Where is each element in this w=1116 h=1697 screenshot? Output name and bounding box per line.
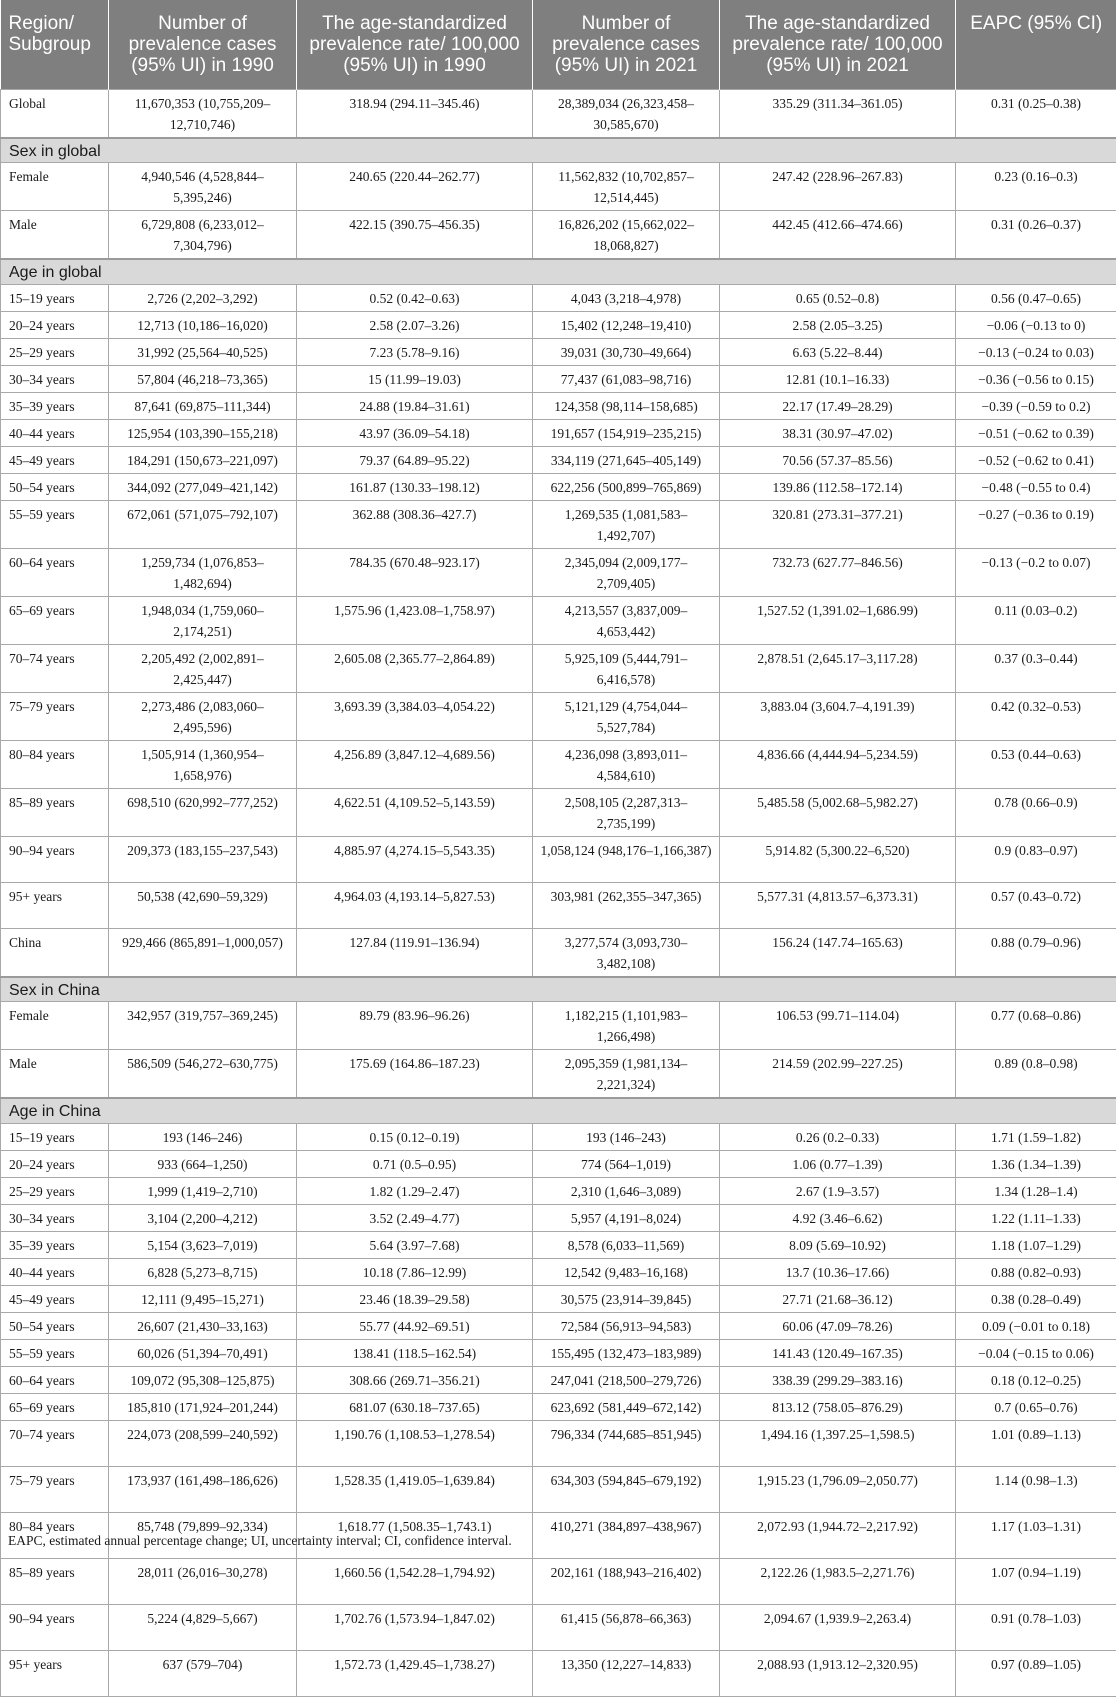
cell-eapc: −0.51 (−0.62 to 0.39): [956, 419, 1116, 446]
cell-asr-1990: 4,885.97 (4,274.15–5,543.35): [297, 836, 533, 882]
cell-asr-2021: 335.29 (311.34–361.05): [720, 89, 956, 138]
cell-asr-1990: 3,693.39 (3,384.03–4,054.22): [297, 692, 533, 740]
header-cases-1990: Number of prevalence cases (95% UI) in 1990: [109, 0, 297, 89]
cell-asr-1990: 5.64 (3.97–7.68): [297, 1231, 533, 1258]
cell-cases-1990: 109,072 (95,308–125,875): [109, 1366, 297, 1393]
cell-cases-1990: 6,828 (5,273–8,715): [109, 1258, 297, 1285]
cell-cases-1990: 184,291 (150,673–221,097): [109, 446, 297, 473]
cell-eapc: 0.38 (0.28–0.49): [956, 1285, 1116, 1312]
cell-row-label: Male: [1, 1050, 109, 1099]
cell-cases-2021: 334,119 (271,645–405,149): [533, 446, 720, 473]
cell-cases-2021: 5,925,109 (5,444,791–6,416,578): [533, 644, 720, 692]
table-row: [1, 1258, 1116, 1285]
section-label: Sex in China: [1, 977, 1116, 1002]
table-row: [1, 1650, 1116, 1696]
cell-cases-2021: 1,182,215 (1,101,983–1,266,498): [533, 1002, 720, 1050]
cell-asr-1990: 2,605.08 (2,365.77–2,864.89): [297, 644, 533, 692]
cell-cases-1990: 28,011 (26,016–30,278): [109, 1558, 297, 1604]
cell-eapc: −0.27 (−0.36 to 0.19): [956, 500, 1116, 548]
header-cases-2021: Number of prevalence cases (95% UI) in 2021: [533, 0, 720, 89]
cell-cases-2021: 796,334 (744,685–851,945): [533, 1420, 720, 1466]
cell-asr-2021: 12.81 (10.1–16.33): [720, 365, 956, 392]
cell-asr-1990: 127.84 (119.91–136.94): [297, 928, 533, 977]
cell-asr-2021: 139.86 (112.58–172.14): [720, 473, 956, 500]
cell-cases-1990: 11,670,353 (10,755,209–12,710,746): [109, 89, 297, 138]
header-row: [1, 0, 1116, 89]
cell-cases-1990: 1,259,734 (1,076,853–1,482,694): [109, 548, 297, 596]
cell-asr-1990: 175.69 (164.86–187.23): [297, 1050, 533, 1099]
cell-row-label: Female: [1, 163, 109, 211]
cell-asr-1990: 4,622.51 (4,109.52–5,143.59): [297, 788, 533, 836]
cell-asr-2021: 320.81 (273.31–377.21): [720, 500, 956, 548]
cell-eapc: 0.91 (0.78–1.03): [956, 1604, 1116, 1650]
cell-row-label: 25–29 years: [1, 338, 109, 365]
table-row: [1, 1285, 1116, 1312]
cell-eapc: −0.52 (−0.62 to 0.41): [956, 446, 1116, 473]
cell-asr-2021: 38.31 (30.97–47.02): [720, 419, 956, 446]
cell-eapc: −0.13 (−0.2 to 0.07): [956, 548, 1116, 596]
cell-eapc: 0.9 (0.83–0.97): [956, 836, 1116, 882]
cell-eapc: 1.36 (1.34–1.39): [956, 1150, 1116, 1177]
cell-asr-1990: 55.77 (44.92–69.51): [297, 1312, 533, 1339]
cell-row-label: 30–34 years: [1, 365, 109, 392]
cell-cases-1990: 586,509 (546,272–630,775): [109, 1050, 297, 1099]
cell-asr-1990: 161.87 (130.33–198.12): [297, 473, 533, 500]
cell-cases-2021: 1,269,535 (1,081,583–1,492,707): [533, 500, 720, 548]
cell-cases-1990: 637 (579–704): [109, 1650, 297, 1696]
cell-asr-1990: 422.15 (390.75–456.35): [297, 211, 533, 260]
cell-asr-2021: 2,094.67 (1,939.9–2,263.4): [720, 1604, 956, 1650]
cell-row-label: 40–44 years: [1, 1258, 109, 1285]
cell-asr-1990: 1,660.56 (1,542.28–1,794.92): [297, 1558, 533, 1604]
cell-row-label: 75–79 years: [1, 1466, 109, 1512]
cell-row-label: 70–74 years: [1, 1420, 109, 1466]
cell-cases-1990: 50,538 (42,690–59,329): [109, 882, 297, 928]
table-row: [1, 211, 1116, 260]
cell-cases-2021: 8,578 (6,033–11,569): [533, 1231, 720, 1258]
cell-row-label: 25–29 years: [1, 1177, 109, 1204]
cell-cases-1990: 57,804 (46,218–73,365): [109, 365, 297, 392]
table-row: [1, 882, 1116, 928]
cell-eapc: 0.56 (0.47–0.65): [956, 284, 1116, 311]
cell-cases-2021: 12,542 (9,483–16,168): [533, 1258, 720, 1285]
cell-asr-1990: 0.15 (0.12–0.19): [297, 1123, 533, 1150]
cell-asr-1990: 7.23 (5.78–9.16): [297, 338, 533, 365]
header-region-subgroup: Region/ Subgroup: [1, 0, 109, 89]
cell-cases-1990: 209,373 (183,155–237,543): [109, 836, 297, 882]
cell-asr-2021: 60.06 (47.09–78.26): [720, 1312, 956, 1339]
cell-cases-2021: 191,657 (154,919–235,215): [533, 419, 720, 446]
cell-row-label: 20–24 years: [1, 311, 109, 338]
cell-row-label: 60–64 years: [1, 1366, 109, 1393]
cell-eapc: 0.7 (0.65–0.76): [956, 1393, 1116, 1420]
table-row: [1, 1150, 1116, 1177]
cell-eapc: 0.09 (−0.01 to 0.18): [956, 1312, 1116, 1339]
cell-cases-1990: 2,205,492 (2,002,891–2,425,447): [109, 644, 297, 692]
cell-cases-1990: 125,954 (103,390–155,218): [109, 419, 297, 446]
cell-eapc: 0.23 (0.16–0.3): [956, 163, 1116, 211]
cell-cases-2021: 1,058,124 (948,176–1,166,387): [533, 836, 720, 882]
cell-cases-2021: 28,389,034 (26,323,458–30,585,670): [533, 89, 720, 138]
cell-cases-2021: 193 (146–243): [533, 1123, 720, 1150]
cell-asr-2021: 70.56 (57.37–85.56): [720, 446, 956, 473]
cell-cases-2021: 634,303 (594,845–679,192): [533, 1466, 720, 1512]
cell-cases-2021: 303,981 (262,355–347,365): [533, 882, 720, 928]
cell-row-label: 40–44 years: [1, 419, 109, 446]
cell-asr-2021: 0.26 (0.2–0.33): [720, 1123, 956, 1150]
cell-row-label: 55–59 years: [1, 1339, 109, 1366]
table-row: [1, 1558, 1116, 1604]
cell-row-label: 60–64 years: [1, 548, 109, 596]
cell-asr-2021: 2,088.93 (1,913.12–2,320.95): [720, 1650, 956, 1696]
cell-eapc: 0.57 (0.43–0.72): [956, 882, 1116, 928]
table-row: [1, 1393, 1116, 1420]
cell-cases-2021: 30,575 (23,914–39,845): [533, 1285, 720, 1312]
cell-cases-1990: 26,607 (21,430–33,163): [109, 1312, 297, 1339]
cell-cases-2021: 3,277,574 (3,093,730–3,482,108): [533, 928, 720, 977]
cell-asr-1990: 1,572.73 (1,429.45–1,738.27): [297, 1650, 533, 1696]
cell-cases-1990: 4,940,546 (4,528,844–5,395,246): [109, 163, 297, 211]
cell-eapc: −0.39 (−0.59 to 0.2): [956, 392, 1116, 419]
cell-eapc: 1.22 (1.11–1.33): [956, 1204, 1116, 1231]
cell-row-label: 15–19 years: [1, 284, 109, 311]
table-row: [1, 928, 1116, 977]
cell-cases-2021: 13,350 (12,227–14,833): [533, 1650, 720, 1696]
cell-cases-1990: 185,810 (171,924–201,244): [109, 1393, 297, 1420]
cell-asr-1990: 10.18 (7.86–12.99): [297, 1258, 533, 1285]
cell-asr-2021: 4.92 (3.46–6.62): [720, 1204, 956, 1231]
cell-eapc: −0.48 (−0.55 to 0.4): [956, 473, 1116, 500]
cell-asr-2021: 2,878.51 (2,645.17–3,117.28): [720, 644, 956, 692]
cell-eapc: 0.37 (0.3–0.44): [956, 644, 1116, 692]
cell-asr-1990: 240.65 (220.44–262.77): [297, 163, 533, 211]
cell-asr-1990: 3.52 (2.49–4.77): [297, 1204, 533, 1231]
cell-asr-1990: 1,618.77 (1,508.35–1,743.1): [297, 1512, 533, 1558]
cell-row-label: 65–69 years: [1, 596, 109, 644]
table-row: [1, 392, 1116, 419]
cell-cases-1990: 1,505,914 (1,360,954–1,658,976): [109, 740, 297, 788]
cell-cases-2021: 2,310 (1,646–3,089): [533, 1177, 720, 1204]
table-row: [1, 692, 1116, 740]
cell-asr-1990: 4,256.89 (3,847.12–4,689.56): [297, 740, 533, 788]
cell-asr-1990: 681.07 (630.18–737.65): [297, 1393, 533, 1420]
cell-cases-1990: 698,510 (620,992–777,252): [109, 788, 297, 836]
section-label: Age in global: [1, 259, 1116, 284]
cell-cases-1990: 87,641 (69,875–111,344): [109, 392, 297, 419]
cell-cases-1990: 12,713 (10,186–16,020): [109, 311, 297, 338]
cell-eapc: 1.07 (0.94–1.19): [956, 1558, 1116, 1604]
cell-row-label: 80–84 years: [1, 1512, 109, 1558]
cell-asr-1990: 318.94 (294.11–345.46): [297, 89, 533, 138]
table-row: [1, 284, 1116, 311]
cell-cases-1990: 3,104 (2,200–4,212): [109, 1204, 297, 1231]
cell-row-label: China: [1, 928, 109, 977]
cell-cases-1990: 933 (664–1,250): [109, 1150, 297, 1177]
header-eapc: EAPC (95% CI): [956, 0, 1116, 89]
table-header: [1, 0, 1116, 89]
cell-asr-1990: 1,702.76 (1,573.94–1,847.02): [297, 1604, 533, 1650]
cell-asr-1990: 4,964.03 (4,193.14–5,827.53): [297, 882, 533, 928]
cell-cases-2021: 39,031 (30,730–49,664): [533, 338, 720, 365]
table-row: [1, 89, 1116, 138]
cell-asr-2021: 1.06 (0.77–1.39): [720, 1150, 956, 1177]
cell-asr-1990: 308.66 (269.71–356.21): [297, 1366, 533, 1393]
table-row: [1, 1312, 1116, 1339]
cell-asr-1990: 784.35 (670.48–923.17): [297, 548, 533, 596]
table-row: [1, 473, 1116, 500]
cell-cases-1990: 5,224 (4,829–5,667): [109, 1604, 297, 1650]
table-row: [1, 419, 1116, 446]
cell-asr-1990: 2.58 (2.07–3.26): [297, 311, 533, 338]
cell-asr-2021: 4,836.66 (4,444.94–5,234.59): [720, 740, 956, 788]
cell-row-label: 75–79 years: [1, 692, 109, 740]
cell-eapc: 0.78 (0.66–0.9): [956, 788, 1116, 836]
cell-asr-2021: 0.65 (0.52–0.8): [720, 284, 956, 311]
table-row: [1, 1366, 1116, 1393]
cell-row-label: 55–59 years: [1, 500, 109, 548]
cell-eapc: 0.89 (0.8–0.98): [956, 1050, 1116, 1099]
cell-asr-2021: 141.43 (120.49–167.35): [720, 1339, 956, 1366]
cell-eapc: −0.13 (−0.24 to 0.03): [956, 338, 1116, 365]
cell-asr-1990: 89.79 (83.96–96.26): [297, 1002, 533, 1050]
cell-cases-2021: 72,584 (56,913–94,583): [533, 1312, 720, 1339]
cell-cases-2021: 202,161 (188,943–216,402): [533, 1558, 720, 1604]
cell-cases-2021: 623,692 (581,449–672,142): [533, 1393, 720, 1420]
table-row: [1, 1339, 1116, 1366]
cell-eapc: −0.04 (−0.15 to 0.06): [956, 1339, 1116, 1366]
table-row: [1, 1177, 1116, 1204]
cell-eapc: 0.88 (0.82–0.93): [956, 1258, 1116, 1285]
cell-asr-1990: 43.97 (36.09–54.18): [297, 419, 533, 446]
cell-cases-2021: 622,256 (500,899–765,869): [533, 473, 720, 500]
cell-row-label: Female: [1, 1002, 109, 1050]
cell-asr-2021: 247.42 (228.96–267.83): [720, 163, 956, 211]
cell-row-label: 35–39 years: [1, 1231, 109, 1258]
cell-asr-1990: 1,528.35 (1,419.05–1,639.84): [297, 1466, 533, 1512]
cell-eapc: 0.31 (0.25–0.38): [956, 89, 1116, 138]
cell-eapc: 1.34 (1.28–1.4): [956, 1177, 1116, 1204]
cell-asr-2021: 1,915.23 (1,796.09–2,050.77): [720, 1466, 956, 1512]
cell-asr-2021: 1,527.52 (1,391.02–1,686.99): [720, 596, 956, 644]
header-asr-2021: The age-standardized prevalence rate/ 100,000 (95% UI) in 2021: [720, 0, 956, 89]
cell-cases-1990: 173,937 (161,498–186,626): [109, 1466, 297, 1512]
cell-cases-1990: 5,154 (3,623–7,019): [109, 1231, 297, 1258]
cell-asr-1990: 1,190.76 (1,108.53–1,278.54): [297, 1420, 533, 1466]
cell-asr-2021: 338.39 (299.29–383.16): [720, 1366, 956, 1393]
table-row: [1, 836, 1116, 882]
cell-cases-1990: 6,729,808 (6,233,012–7,304,796): [109, 211, 297, 260]
cell-cases-2021: 155,495 (132,473–183,989): [533, 1339, 720, 1366]
section-header-row: [1, 977, 1116, 1002]
cell-cases-1990: 1,948,034 (1,759,060–2,174,251): [109, 596, 297, 644]
cell-row-label: 50–54 years: [1, 473, 109, 500]
cell-cases-2021: 77,437 (61,083–98,716): [533, 365, 720, 392]
cell-eapc: 1.14 (0.98–1.3): [956, 1466, 1116, 1512]
cell-cases-1990: 12,111 (9,495–15,271): [109, 1285, 297, 1312]
cell-cases-2021: 2,508,105 (2,287,313–2,735,199): [533, 788, 720, 836]
cell-asr-1990: 138.41 (118.5–162.54): [297, 1339, 533, 1366]
table-row: [1, 500, 1116, 548]
cell-asr-2021: 2.58 (2.05–3.25): [720, 311, 956, 338]
table-row: [1, 1604, 1116, 1650]
cell-asr-2021: 156.24 (147.74–165.63): [720, 928, 956, 977]
table-row: [1, 1204, 1116, 1231]
cell-asr-2021: 2,072.93 (1,944.72–2,217.92): [720, 1512, 956, 1558]
cell-cases-2021: 410,271 (384,897–438,967): [533, 1512, 720, 1558]
section-header-row: [1, 138, 1116, 163]
cell-asr-1990: 0.52 (0.42–0.63): [297, 284, 533, 311]
table-row: [1, 548, 1116, 596]
section-label: Sex in global: [1, 138, 1116, 163]
table-footnote: EAPC, estimated annual percentage change; UI, uncertainty interval; CI, confidence interval.: [8, 1533, 512, 1549]
cell-eapc: 0.42 (0.32–0.53): [956, 692, 1116, 740]
cell-cases-2021: 2,345,094 (2,009,177–2,709,405): [533, 548, 720, 596]
table-row: [1, 596, 1116, 644]
cell-row-label: 90–94 years: [1, 1604, 109, 1650]
cell-asr-2021: 13.7 (10.36–17.66): [720, 1258, 956, 1285]
cell-cases-1990: 31,992 (25,564–40,525): [109, 338, 297, 365]
table-row: [1, 1420, 1116, 1466]
table-row: [1, 1123, 1116, 1150]
cell-cases-2021: 124,358 (98,114–158,685): [533, 392, 720, 419]
cell-cases-1990: 224,073 (208,599–240,592): [109, 1420, 297, 1466]
cell-asr-1990: 24.88 (19.84–31.61): [297, 392, 533, 419]
cell-eapc: 1.01 (0.89–1.13): [956, 1420, 1116, 1466]
cell-eapc: −0.36 (−0.56 to 0.15): [956, 365, 1116, 392]
cell-row-label: 45–49 years: [1, 446, 109, 473]
cell-eapc: 0.77 (0.68–0.86): [956, 1002, 1116, 1050]
cell-asr-2021: 214.59 (202.99–227.25): [720, 1050, 956, 1099]
table-row: [1, 338, 1116, 365]
cell-eapc: 0.18 (0.12–0.25): [956, 1366, 1116, 1393]
cell-row-label: 85–89 years: [1, 1558, 109, 1604]
table-row: [1, 1466, 1116, 1512]
table-row: [1, 644, 1116, 692]
cell-cases-2021: 4,213,557 (3,837,009–4,653,442): [533, 596, 720, 644]
cell-asr-2021: 5,914.82 (5,300.22–6,520): [720, 836, 956, 882]
cell-asr-1990: 23.46 (18.39–29.58): [297, 1285, 533, 1312]
cell-asr-1990: 15 (11.99–19.03): [297, 365, 533, 392]
cell-cases-1990: 2,273,486 (2,083,060–2,495,596): [109, 692, 297, 740]
cell-row-label: 35–39 years: [1, 392, 109, 419]
cell-asr-2021: 6.63 (5.22–8.44): [720, 338, 956, 365]
cell-cases-1990: 193 (146–246): [109, 1123, 297, 1150]
cell-cases-1990: 85,748 (79,899–92,334): [109, 1512, 297, 1558]
cell-cases-2021: 4,236,098 (3,893,011–4,584,610): [533, 740, 720, 788]
cell-eapc: −0.06 (−0.13 to 0): [956, 311, 1116, 338]
cell-cases-1990: 1,999 (1,419–2,710): [109, 1177, 297, 1204]
cell-row-label: 95+ years: [1, 1650, 109, 1696]
cell-row-label: 30–34 years: [1, 1204, 109, 1231]
cell-cases-1990: 2,726 (2,202–3,292): [109, 284, 297, 311]
cell-eapc: 0.11 (0.03–0.2): [956, 596, 1116, 644]
cell-cases-2021: 4,043 (3,218–4,978): [533, 284, 720, 311]
cell-asr-2021: 106.53 (99.71–114.04): [720, 1002, 956, 1050]
cell-row-label: 50–54 years: [1, 1312, 109, 1339]
cell-asr-1990: 1,575.96 (1,423.08–1,758.97): [297, 596, 533, 644]
cell-asr-2021: 27.71 (21.68–36.12): [720, 1285, 956, 1312]
cell-row-label: 45–49 years: [1, 1285, 109, 1312]
cell-asr-2021: 2.67 (1.9–3.57): [720, 1177, 956, 1204]
table-row: [1, 1002, 1116, 1050]
table-row: [1, 446, 1116, 473]
cell-row-label: 95+ years: [1, 882, 109, 928]
cell-eapc: 1.17 (1.03–1.31): [956, 1512, 1116, 1558]
cell-cases-1990: 344,092 (277,049–421,142): [109, 473, 297, 500]
cell-asr-1990: 362.88 (308.36–427.7): [297, 500, 533, 548]
cell-cases-2021: 247,041 (218,500–279,726): [533, 1366, 720, 1393]
cell-asr-2021: 2,122.26 (1,983.5–2,271.76): [720, 1558, 956, 1604]
cell-cases-1990: 342,957 (319,757–369,245): [109, 1002, 297, 1050]
cell-cases-2021: 774 (564–1,019): [533, 1150, 720, 1177]
cell-asr-2021: 5,485.58 (5,002.68–5,982.27): [720, 788, 956, 836]
cell-cases-2021: 5,957 (4,191–8,024): [533, 1204, 720, 1231]
cell-row-label: 85–89 years: [1, 788, 109, 836]
cell-row-label: Global: [1, 89, 109, 138]
cell-row-label: 20–24 years: [1, 1150, 109, 1177]
cell-asr-2021: 22.17 (17.49–28.29): [720, 392, 956, 419]
section-header-row: [1, 259, 1116, 284]
table-row: [1, 311, 1116, 338]
cell-cases-2021: 5,121,129 (4,754,044–5,527,784): [533, 692, 720, 740]
table-row: [1, 788, 1116, 836]
cell-cases-1990: 672,061 (571,075–792,107): [109, 500, 297, 548]
cell-asr-1990: 1.82 (1.29–2.47): [297, 1177, 533, 1204]
section-header-row: [1, 1098, 1116, 1123]
cell-asr-2021: 3,883.04 (3,604.7–4,191.39): [720, 692, 956, 740]
cell-asr-2021: 5,577.31 (4,813.57–6,373.31): [720, 882, 956, 928]
cell-eapc: 0.53 (0.44–0.63): [956, 740, 1116, 788]
cell-eapc: 1.71 (1.59–1.82): [956, 1123, 1116, 1150]
cell-row-label: Male: [1, 211, 109, 260]
table-row: [1, 1050, 1116, 1099]
table-row: [1, 365, 1116, 392]
table-row: [1, 740, 1116, 788]
cell-asr-2021: 813.12 (758.05–876.29): [720, 1393, 956, 1420]
cell-eapc: 0.88 (0.79–0.96): [956, 928, 1116, 977]
cell-eapc: 0.31 (0.26–0.37): [956, 211, 1116, 260]
cell-row-label: 15–19 years: [1, 1123, 109, 1150]
cell-cases-2021: 2,095,359 (1,981,134–2,221,324): [533, 1050, 720, 1099]
section-label: Age in China: [1, 1098, 1116, 1123]
cell-asr-2021: 732.73 (627.77–846.56): [720, 548, 956, 596]
cell-cases-1990: 60,026 (51,394–70,491): [109, 1339, 297, 1366]
table-row: [1, 1231, 1116, 1258]
cell-eapc: 0.97 (0.89–1.05): [956, 1650, 1116, 1696]
cell-cases-1990: 929,466 (865,891–1,000,057): [109, 928, 297, 977]
cell-cases-2021: 15,402 (12,248–19,410): [533, 311, 720, 338]
table-body: [1, 89, 1116, 1696]
cell-asr-2021: 8.09 (5.69–10.92): [720, 1231, 956, 1258]
cell-eapc: 1.18 (1.07–1.29): [956, 1231, 1116, 1258]
cell-cases-2021: 61,415 (56,878–66,363): [533, 1604, 720, 1650]
cell-row-label: 65–69 years: [1, 1393, 109, 1420]
cell-cases-2021: 16,826,202 (15,662,022–18,068,827): [533, 211, 720, 260]
cell-asr-1990: 79.37 (64.89–95.22): [297, 446, 533, 473]
cell-row-label: 80–84 years: [1, 740, 109, 788]
cell-row-label: 90–94 years: [1, 836, 109, 882]
header-asr-1990: The age-standardized prevalence rate/ 100,000 (95% UI) in 1990: [297, 0, 533, 89]
table-row: [1, 163, 1116, 211]
cell-asr-2021: 442.45 (412.66–474.66): [720, 211, 956, 260]
cell-cases-2021: 11,562,832 (10,702,857–12,514,445): [533, 163, 720, 211]
cell-asr-1990: 0.71 (0.5–0.95): [297, 1150, 533, 1177]
cell-row-label: 70–74 years: [1, 644, 109, 692]
cell-asr-2021: 1,494.16 (1,397.25–1,598.5): [720, 1420, 956, 1466]
